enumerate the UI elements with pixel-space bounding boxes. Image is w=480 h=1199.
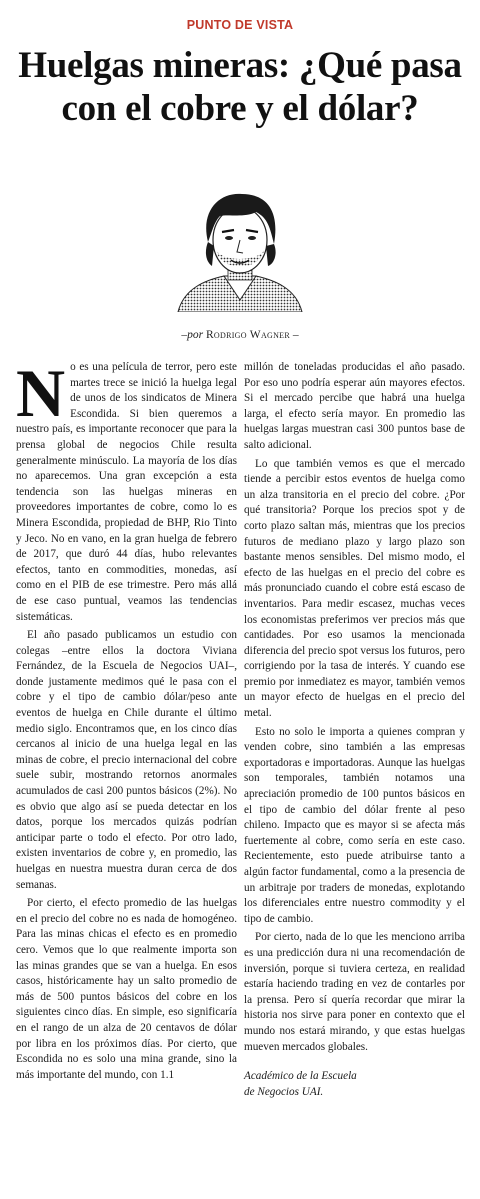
article-paragraph <box>16 355 237 625</box>
paragraph-text: o es una película de terror, pero este martes trece se inició la huelga legal de unos de los sindicatos de Minera Escondida. Si bien queremos a nuestro país, es importante reconocer que para la prensa global de negocios Chile resulta generalmente minúsculo. La mayoría de los días no aparecemos. Una gran excepción a esta tendencia son las huelgas mineras en proveedores importantes de cobre, como lo es Minera Escondida, propiedad de BHP, Rio Tinto y Jeco. No en vano, en la gran huelga de febrero de 2017, que duró 44 días, hubo relevantes efectos, tanto en commodities, monedas, así como en el PIB de ese trimestre. Pero más allá de ese caso puntual, veamos las tendencias sistemáticas. <box>16 361 237 623</box>
section-label: PUNTO DE VISTA <box>186 18 294 32</box>
headline: Huelgas mineras: ¿Qué pasa con el cobre y el dólar? <box>18 45 462 129</box>
article-paragraph: Esto no solo le importa a quienes compran y venden cobre, sino también a las empresas exportadoras e importadoras. Aunque las huelgas son temporales, también notamos una apreciación promedio de 100 puntos básicos en el tipo de cambio del dólar frente al peso chileno. Impacto que es mayor si se afecta más fuertemente al cobre, como sería en este caso. Recientemente, esto puede atribuirse tanto a algún factor fundamental, como a la presencia de un arbitraje por traders de monedas, explotando los diferenciales entre nuestro commodity y el tipo de cambio. <box>244 725 465 925</box>
article-paragraph: Por cierto, el efecto promedio de las huelgas en el precio del cobre no es nada de homogéneo. Para las minas chicas el efecto es en promedio cero. Vemos que lo que realmente importa son las minas grandes que se van a huelga. En esos casos, históricamente hay un salto promedio de más de 500 puntos básicos del cobre en los siguientes cinco días. En simple, eso significaría en el rango de un alza de 20 centavos de dólar por libra en los próximos días. Por cierto, que Escondida no es solo una mina grande, sino la más importante del mundo, con 1.1 <box>16 897 237 1081</box>
article-column-right <box>244 360 465 1100</box>
article-paragraph: El año pasado publicamos un estudio con colegas –entre ellos la doctora Viviana Fernández, de la Escuela de Negocios UAI–, donde justamente medimos qué le pasa con el cobre y el tipo de cambio dólar/peso ante eventos de huelga en Chile durante el último medio siglo. Encontramos que, en los cinco días cercanos al inicio de una huelga legal en las minas de cobre, el precio internacional del cobre suele subir, mostrando retornos anormales acumulados de casi 200 puntos básicos (2%). No es obvio que algo así se pueda detectar en los datos, porque los mercados quizás podrían anticipar parte o todo el efecto. Por otro lado, existen inventarios de cobre y, en promedio, las huelgas en nuestra muestra duran cerca de dos semanas. <box>16 629 237 891</box>
byline-suffix: – <box>292 329 299 341</box>
signature-line: Académico de la Escuela <box>244 1070 357 1083</box>
author-signature <box>244 1069 465 1100</box>
author-name: Rodrigo Wagner <box>205 329 291 341</box>
article-paragraph: millón de toneladas producidas el año pasado. Por eso uno podría esperar aún mayores efectos. Si el mercado percibe que habrá una huelga larga, el efecto sería mayor. En promedio las huelgas largas muestran casi 300 puntos base de salto adicional. <box>244 361 465 451</box>
byline <box>0 329 480 341</box>
signature-line: de Negocios UAI. <box>244 1085 324 1098</box>
article-paragraph: Por cierto, nada de lo que les menciono arriba es una predicción dura ni una recomendación de inversión, porque si tuviera certeza, en realidad estaría haciendo trading en vez de contarles por la prensa. Pero sí quería recordar que mirar la historia nos sirve para poner en contexto que el mundo nos estará mirando, y que estas huelgas mueven mercados globales. <box>244 931 465 1053</box>
article-column-left <box>16 355 237 1086</box>
article-paragraph: Lo que también vemos es que el mercado tiende a percibir estos eventos de huelga como un alza transitoria en el precio del cobre. ¿Por qué transitoria? Porque los precios spot y de corto plazo saltan más, mientras que los precios futuros de mediano plazo y largo plazo son bastante menos sensibles. Del mismo modo, el efecto de las huelgas en el precio del cobre es más pronunciado cuando el cobre está escaso de inventarios. Para medir escasez, muchas veces los economistas preferimos ver precios más que cantidades. Por eso usamos la mencionada diferencia del precio spot versus los futuros, pero corrigiendo por la tasa de interés. Y cuando ese premio por inmediatez es mayor, también vemos un mayor efecto de huelgas en el precio del metal. <box>244 457 465 720</box>
byline-prefix: –por <box>181 329 204 341</box>
drop-cap: N <box>16 355 66 431</box>
author-portrait <box>172 188 308 312</box>
